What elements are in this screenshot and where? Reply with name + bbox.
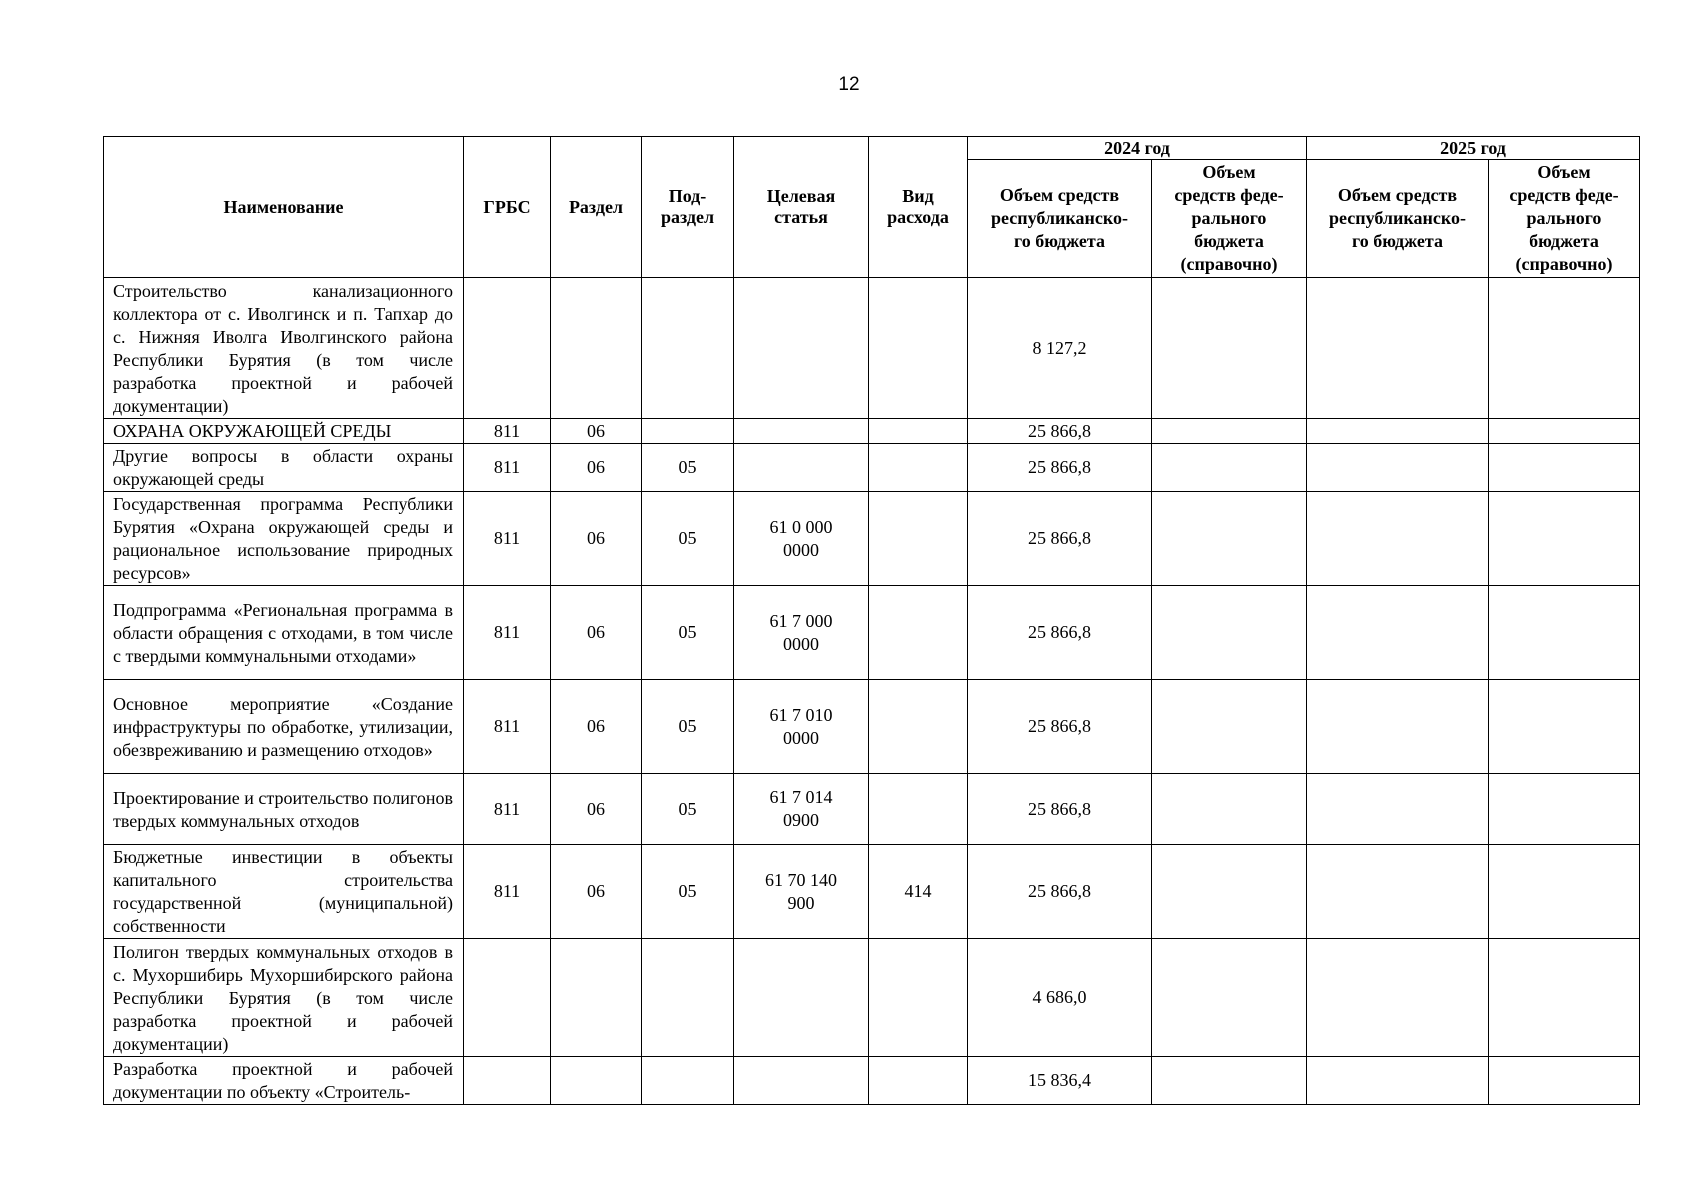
row-razdel (551, 1057, 642, 1105)
table-row (104, 680, 1640, 774)
row-republic-2024: 4 686,0 (968, 939, 1152, 1057)
row-grbs: 811 (464, 444, 551, 492)
table-row (104, 278, 1640, 419)
row-razdel: 06 (551, 680, 642, 774)
row-podrazdel: 05 (642, 845, 734, 939)
row-grbs (464, 278, 551, 419)
row-podrazdel: 05 (642, 586, 734, 680)
row-target-article: 61 7 014 0900 (734, 774, 869, 845)
row-federal-2025 (1489, 419, 1640, 444)
row-republic-2024: 25 866,8 (968, 586, 1152, 680)
row-expense-type (869, 278, 968, 419)
row-federal-2025 (1489, 278, 1640, 419)
row-grbs: 811 (464, 774, 551, 845)
header-podrazdel: Под- раздел (642, 137, 734, 278)
row-target-article (734, 278, 869, 419)
header-row-years (104, 137, 1640, 160)
row-federal-2025 (1489, 492, 1640, 586)
row-federal-2024 (1152, 1057, 1307, 1105)
row-federal-2024 (1152, 680, 1307, 774)
row-expense-type (869, 492, 968, 586)
header-federal-budget-2024: Объем средств феде- рального бюджета (справочно) (1152, 160, 1307, 278)
header-grbs: ГРБС (464, 137, 551, 278)
row-expense-type (869, 1057, 968, 1105)
row-republic-2024: 25 866,8 (968, 774, 1152, 845)
row-name: Строительство канализационного коллектора от с. Иволгинск и п. Тапхар до с. Нижняя Иволга Иволгинского района Республики Бурятия (в том числе разработка проектной и рабочей документации) (104, 278, 464, 419)
table-row (104, 492, 1640, 586)
row-republic-2024: 8 127,2 (968, 278, 1152, 419)
header-target-article: Целевая статья (734, 137, 869, 278)
header-expense-type: Вид расхода (869, 137, 968, 278)
row-target-article: 61 7 000 0000 (734, 586, 869, 680)
row-republic-2024: 25 866,8 (968, 419, 1152, 444)
row-expense-type (869, 444, 968, 492)
row-podrazdel (642, 1057, 734, 1105)
row-republic-2025 (1307, 278, 1489, 419)
table-body (104, 278, 1640, 1105)
row-republic-2025 (1307, 492, 1489, 586)
row-razdel: 06 (551, 845, 642, 939)
row-grbs: 811 (464, 492, 551, 586)
row-razdel: 06 (551, 492, 642, 586)
row-name: ОХРАНА ОКРУЖАЮЩЕЙ СРЕДЫ (104, 419, 464, 444)
budget-table (103, 136, 1640, 1105)
row-republic-2025 (1307, 444, 1489, 492)
table-row (104, 845, 1640, 939)
row-expense-type (869, 939, 968, 1057)
row-podrazdel: 05 (642, 492, 734, 586)
row-federal-2025 (1489, 680, 1640, 774)
table-row (104, 586, 1640, 680)
table-row (104, 444, 1640, 492)
row-target-article (734, 1057, 869, 1105)
row-razdel: 06 (551, 774, 642, 845)
header-razdel: Раздел (551, 137, 642, 278)
row-federal-2024 (1152, 939, 1307, 1057)
row-podrazdel (642, 278, 734, 419)
row-grbs: 811 (464, 586, 551, 680)
row-podrazdel: 05 (642, 774, 734, 845)
row-target-article: 61 7 010 0000 (734, 680, 869, 774)
row-federal-2024 (1152, 444, 1307, 492)
row-grbs: 811 (464, 419, 551, 444)
row-federal-2025 (1489, 586, 1640, 680)
row-target-article: 61 0 000 0000 (734, 492, 869, 586)
row-federal-2024 (1152, 845, 1307, 939)
row-republic-2024: 25 866,8 (968, 492, 1152, 586)
table-row (104, 1057, 1640, 1105)
row-federal-2025 (1489, 1057, 1640, 1105)
row-name: Другие вопросы в области охраны окружающей среды (104, 444, 464, 492)
row-republic-2025 (1307, 939, 1489, 1057)
row-republic-2024: 25 866,8 (968, 444, 1152, 492)
row-republic-2024: 25 866,8 (968, 680, 1152, 774)
table-row (104, 939, 1640, 1057)
row-republic-2025 (1307, 845, 1489, 939)
row-republic-2024: 15 836,4 (968, 1057, 1152, 1105)
row-name: Подпрограмма «Региональная программа в области обращения с отходами, в том числе с твердыми коммунальными отходами» (104, 586, 464, 680)
row-target-article: 61 70 140 900 (734, 845, 869, 939)
row-federal-2025 (1489, 774, 1640, 845)
row-grbs: 811 (464, 845, 551, 939)
row-grbs (464, 939, 551, 1057)
row-name: Бюджетные инвестиции в объекты капитального строительства государственной (муниципальной) собственности (104, 845, 464, 939)
row-podrazdel: 05 (642, 444, 734, 492)
row-target-article (734, 444, 869, 492)
row-expense-type (869, 680, 968, 774)
row-podrazdel (642, 419, 734, 444)
row-republic-2025 (1307, 586, 1489, 680)
row-razdel (551, 939, 642, 1057)
table-row (104, 419, 1640, 444)
header-republic-budget-2024: Объем средств республиканско- го бюджета (968, 160, 1152, 278)
row-federal-2024 (1152, 774, 1307, 845)
page-number: 12 (838, 74, 860, 95)
row-name: Основное мероприятие «Создание инфраструктуры по обработке, утилизации, обезвреживанию и размещению отходов» (104, 680, 464, 774)
row-name: Полигон твердых коммунальных отходов в с. Мухоршибирь Мухоршибирского района Республики Бурятия (в том числе разработка проектной и рабочей документации) (104, 939, 464, 1057)
row-expense-type (869, 586, 968, 680)
row-name: Государственная программа Республики Бурятия «Охрана окружающей среды и рациональное использование природных ресурсов» (104, 492, 464, 586)
row-grbs (464, 1057, 551, 1105)
row-republic-2025 (1307, 1057, 1489, 1105)
row-federal-2025 (1489, 845, 1640, 939)
row-grbs: 811 (464, 680, 551, 774)
header-year-2025: 2025 год (1307, 137, 1640, 160)
header-federal-budget-2025: Объем средств феде- рального бюджета (справочно) (1489, 160, 1640, 278)
row-razdel: 06 (551, 444, 642, 492)
row-republic-2025 (1307, 680, 1489, 774)
row-razdel (551, 278, 642, 419)
table-row (104, 774, 1640, 845)
row-target-article (734, 419, 869, 444)
row-expense-type: 414 (869, 845, 968, 939)
row-name: Разработка проектной и рабочей документации по объекту «Строитель- (104, 1057, 464, 1105)
row-expense-type (869, 419, 968, 444)
row-republic-2024: 25 866,8 (968, 845, 1152, 939)
row-name: Проектирование и строительство полигонов твердых коммунальных отходов (104, 774, 464, 845)
row-razdel: 06 (551, 586, 642, 680)
row-republic-2025 (1307, 774, 1489, 845)
row-republic-2025 (1307, 419, 1489, 444)
header-name: Наименование (104, 137, 464, 278)
row-federal-2024 (1152, 492, 1307, 586)
table-header (104, 137, 1640, 278)
row-federal-2024 (1152, 419, 1307, 444)
row-federal-2025 (1489, 444, 1640, 492)
row-razdel: 06 (551, 419, 642, 444)
row-federal-2024 (1152, 278, 1307, 419)
row-podrazdel: 05 (642, 680, 734, 774)
row-federal-2025 (1489, 939, 1640, 1057)
header-republic-budget-2025: Объем средств республиканско- го бюджета (1307, 160, 1489, 278)
row-federal-2024 (1152, 586, 1307, 680)
row-target-article (734, 939, 869, 1057)
row-expense-type (869, 774, 968, 845)
row-podrazdel (642, 939, 734, 1057)
header-year-2024: 2024 год (968, 137, 1307, 160)
